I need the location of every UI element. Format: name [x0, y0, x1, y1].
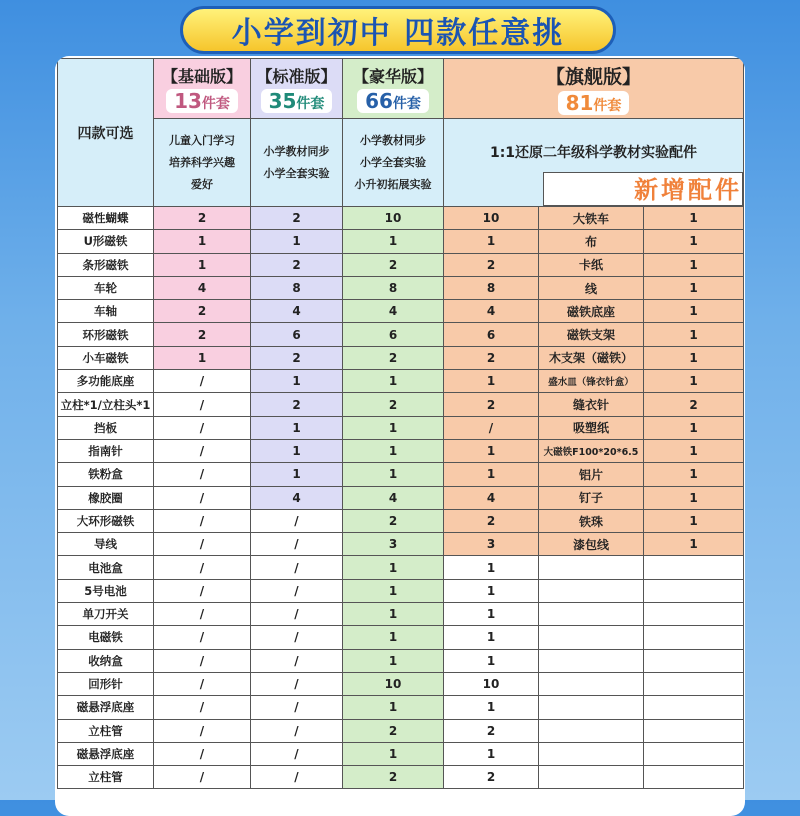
new-part-empty — [539, 742, 644, 765]
part-name: 立柱管 — [58, 766, 154, 789]
qty-flagship: 1 — [444, 463, 539, 486]
qty-basic: / — [154, 579, 251, 602]
qty-standard: / — [251, 672, 343, 695]
version-basic[interactable]: 【基础版】 13件套 — [154, 59, 251, 119]
new-part-empty — [539, 696, 644, 719]
qty-standard: 1 — [251, 370, 343, 393]
part-name: 小车磁铁 — [58, 346, 154, 369]
part-name: 立柱*1/立柱头*1 — [58, 393, 154, 416]
qty-standard: / — [251, 696, 343, 719]
part-name: 单刀开关 — [58, 603, 154, 626]
new-part-qty: 1 — [644, 276, 744, 299]
new-part-empty — [539, 719, 644, 742]
part-name: U形磁铁 — [58, 230, 154, 253]
qty-deluxe: 1 — [343, 439, 444, 462]
qty-deluxe: 2 — [343, 253, 444, 276]
qty-flagship: 4 — [444, 300, 539, 323]
new-part-name: 磁铁底座 — [539, 300, 644, 323]
new-part-qty: 1 — [644, 253, 744, 276]
new-part-qty: 1 — [644, 300, 744, 323]
new-part-name: 大铁车 — [539, 207, 644, 230]
qty-standard: / — [251, 533, 343, 556]
desc-basic: 儿童入门学习 培养科学兴趣 爱好 — [154, 119, 251, 207]
qty-standard: 2 — [251, 207, 343, 230]
qty-standard: / — [251, 509, 343, 532]
table-row — [58, 393, 744, 416]
qty-standard: 2 — [251, 253, 343, 276]
table-row — [58, 300, 744, 323]
qty-deluxe: 1 — [343, 626, 444, 649]
qty-basic: / — [154, 672, 251, 695]
qty-standard: / — [251, 649, 343, 672]
table-row — [58, 439, 744, 462]
qty-deluxe: 1 — [343, 230, 444, 253]
qty-basic: / — [154, 719, 251, 742]
new-part-empty — [539, 626, 644, 649]
qty-deluxe: 3 — [343, 533, 444, 556]
qty-basic: / — [154, 393, 251, 416]
new-part-empty — [644, 649, 744, 672]
version-flagship[interactable]: 【旗舰版】 81件套 — [444, 59, 744, 119]
qty-deluxe: 2 — [343, 766, 444, 789]
new-part-name: 铝片 — [539, 463, 644, 486]
qty-deluxe: 1 — [343, 649, 444, 672]
qty-standard: / — [251, 766, 343, 789]
qty-basic: 2 — [154, 207, 251, 230]
qty-basic: / — [154, 556, 251, 579]
new-part-name: 盛水皿（锋衣针盒） — [539, 370, 644, 393]
new-part-empty — [644, 603, 744, 626]
new-part-name: 漆包线 — [539, 533, 644, 556]
qty-deluxe: 2 — [343, 346, 444, 369]
part-name: 大环形磁铁 — [58, 509, 154, 532]
qty-flagship: 1 — [444, 439, 539, 462]
new-part-qty: 1 — [644, 416, 744, 439]
new-part-name: 布 — [539, 230, 644, 253]
table-row — [58, 253, 744, 276]
new-part-name: 木支架（磁铁） — [539, 346, 644, 369]
part-name: 橡胶圈 — [58, 486, 154, 509]
new-part-qty: 1 — [644, 533, 744, 556]
new-part-name: 卡纸 — [539, 253, 644, 276]
part-name: 导线 — [58, 533, 154, 556]
qty-basic: / — [154, 486, 251, 509]
new-part-empty — [644, 579, 744, 602]
qty-flagship: 1 — [444, 579, 539, 602]
qty-standard: / — [251, 603, 343, 626]
qty-deluxe: 8 — [343, 276, 444, 299]
part-name: 电磁铁 — [58, 626, 154, 649]
qty-basic: / — [154, 509, 251, 532]
part-name: 回形针 — [58, 672, 154, 695]
qty-basic: 1 — [154, 230, 251, 253]
table-row — [58, 463, 744, 486]
qty-flagship: 1 — [444, 742, 539, 765]
qty-standard: 1 — [251, 463, 343, 486]
new-part-qty: 1 — [644, 346, 744, 369]
table-row — [58, 486, 744, 509]
part-name: 条形磁铁 — [58, 253, 154, 276]
new-part-qty: 1 — [644, 230, 744, 253]
new-part-qty: 1 — [644, 370, 744, 393]
table-row — [58, 207, 744, 230]
qty-flagship: 1 — [444, 649, 539, 672]
part-name: 多功能底座 — [58, 370, 154, 393]
qty-flagship: 1 — [444, 230, 539, 253]
new-part-name: 吸塑纸 — [539, 416, 644, 439]
comparison-panel — [55, 56, 745, 816]
qty-standard: 8 — [251, 276, 343, 299]
qty-flagship: 1 — [444, 370, 539, 393]
new-part-empty — [539, 766, 644, 789]
new-part-empty — [539, 672, 644, 695]
new-part-empty — [539, 649, 644, 672]
qty-deluxe: 10 — [343, 672, 444, 695]
qty-standard: 4 — [251, 300, 343, 323]
table-row — [58, 416, 744, 439]
part-name: 收纳盒 — [58, 649, 154, 672]
qty-deluxe: 1 — [343, 696, 444, 719]
part-name: 环形磁铁 — [58, 323, 154, 346]
table-row — [58, 696, 744, 719]
corner-label: 四款可选 — [58, 59, 154, 207]
new-part-empty — [644, 742, 744, 765]
qty-standard: 2 — [251, 393, 343, 416]
qty-basic: / — [154, 649, 251, 672]
table-row — [58, 649, 744, 672]
table-row — [58, 742, 744, 765]
qty-deluxe: 2 — [343, 509, 444, 532]
table-row — [58, 533, 744, 556]
qty-basic: / — [154, 696, 251, 719]
qty-basic: / — [154, 533, 251, 556]
qty-flagship: 2 — [444, 393, 539, 416]
qty-flagship: 8 — [444, 276, 539, 299]
qty-deluxe: 1 — [343, 463, 444, 486]
part-name: 电池盒 — [58, 556, 154, 579]
qty-flagship: / — [444, 416, 539, 439]
new-part-empty — [539, 603, 644, 626]
qty-flagship: 4 — [444, 486, 539, 509]
qty-basic: / — [154, 766, 251, 789]
new-part-qty: 1 — [644, 509, 744, 532]
table-row — [58, 579, 744, 602]
table-row — [58, 719, 744, 742]
qty-flagship: 6 — [444, 323, 539, 346]
new-part-name: 钉子 — [539, 486, 644, 509]
qty-flagship: 1 — [444, 603, 539, 626]
new-part-qty: 1 — [644, 439, 744, 462]
qty-basic: / — [154, 370, 251, 393]
qty-basic: 2 — [154, 323, 251, 346]
qty-flagship: 10 — [444, 672, 539, 695]
new-part-qty: 2 — [644, 393, 744, 416]
new-part-qty: 1 — [644, 207, 744, 230]
qty-basic: / — [154, 463, 251, 486]
qty-standard: / — [251, 626, 343, 649]
table-row — [58, 603, 744, 626]
new-parts-header: 新增配件 — [543, 172, 743, 206]
table-row — [58, 323, 744, 346]
qty-basic: / — [154, 416, 251, 439]
comparison-table — [57, 58, 744, 789]
qty-standard: 4 — [251, 486, 343, 509]
qty-standard: 1 — [251, 439, 343, 462]
new-part-empty — [644, 766, 744, 789]
desc-flagship: 1:1还原二年级科学教材实验配件 新增配件 — [444, 119, 744, 207]
part-name: 车轴 — [58, 300, 154, 323]
part-name: 铁粉盒 — [58, 463, 154, 486]
table-row — [58, 626, 744, 649]
qty-standard: / — [251, 556, 343, 579]
qty-standard: 2 — [251, 346, 343, 369]
qty-basic: / — [154, 742, 251, 765]
part-name: 指南针 — [58, 439, 154, 462]
version-deluxe[interactable]: 【豪华版】 66件套 — [343, 59, 444, 119]
new-part-empty — [539, 579, 644, 602]
qty-deluxe: 10 — [343, 207, 444, 230]
version-standard[interactable]: 【标准版】 35件套 — [251, 59, 343, 119]
table-row — [58, 766, 744, 789]
qty-deluxe: 4 — [343, 486, 444, 509]
qty-standard: 6 — [251, 323, 343, 346]
new-part-empty — [644, 696, 744, 719]
qty-deluxe: 1 — [343, 603, 444, 626]
qty-deluxe: 6 — [343, 323, 444, 346]
new-part-empty — [644, 556, 744, 579]
qty-basic: / — [154, 603, 251, 626]
qty-basic: 1 — [154, 253, 251, 276]
table-row — [58, 509, 744, 532]
part-name: 磁性蝴蝶 — [58, 207, 154, 230]
qty-flagship: 2 — [444, 253, 539, 276]
new-part-name: 磁铁支架 — [539, 323, 644, 346]
desc-deluxe: 小学教材同步 小学全套实验 小升初拓展实验 — [343, 119, 444, 207]
qty-standard: 1 — [251, 416, 343, 439]
part-name: 车轮 — [58, 276, 154, 299]
table-row — [58, 346, 744, 369]
new-part-qty: 1 — [644, 486, 744, 509]
new-part-qty: 1 — [644, 463, 744, 486]
qty-standard: 1 — [251, 230, 343, 253]
part-name: 磁悬浮底座 — [58, 696, 154, 719]
qty-flagship: 2 — [444, 509, 539, 532]
qty-flagship: 2 — [444, 719, 539, 742]
new-part-empty — [539, 556, 644, 579]
qty-deluxe: 2 — [343, 719, 444, 742]
qty-deluxe: 4 — [343, 300, 444, 323]
qty-flagship: 2 — [444, 346, 539, 369]
part-name: 挡板 — [58, 416, 154, 439]
desc-standard: 小学教材同步 小学全套实验 — [251, 119, 343, 207]
new-part-qty: 1 — [644, 323, 744, 346]
title-banner: 小学到初中 四款任意挑 — [180, 6, 616, 54]
table-row — [58, 556, 744, 579]
new-part-empty — [644, 626, 744, 649]
table-row — [58, 672, 744, 695]
new-part-empty — [644, 672, 744, 695]
new-part-name: 大磁铁F100*20*6.5 — [539, 439, 644, 462]
new-part-name: 铁珠 — [539, 509, 644, 532]
new-part-empty — [644, 719, 744, 742]
qty-deluxe: 1 — [343, 579, 444, 602]
qty-flagship: 1 — [444, 626, 539, 649]
qty-standard: / — [251, 719, 343, 742]
qty-deluxe: 1 — [343, 416, 444, 439]
qty-flagship: 1 — [444, 696, 539, 719]
qty-flagship: 2 — [444, 766, 539, 789]
qty-deluxe: 1 — [343, 742, 444, 765]
part-name: 5号电池 — [58, 579, 154, 602]
qty-basic: 4 — [154, 276, 251, 299]
new-part-name: 缝衣针 — [539, 393, 644, 416]
qty-deluxe: 1 — [343, 370, 444, 393]
qty-basic: 2 — [154, 300, 251, 323]
new-part-name: 线 — [539, 276, 644, 299]
table-row — [58, 370, 744, 393]
qty-standard: / — [251, 742, 343, 765]
qty-flagship: 3 — [444, 533, 539, 556]
part-name: 磁悬浮底座 — [58, 742, 154, 765]
qty-standard: / — [251, 579, 343, 602]
qty-deluxe: 1 — [343, 556, 444, 579]
qty-flagship: 10 — [444, 207, 539, 230]
qty-basic: / — [154, 439, 251, 462]
qty-basic: 1 — [154, 346, 251, 369]
qty-basic: / — [154, 626, 251, 649]
qty-deluxe: 2 — [343, 393, 444, 416]
qty-flagship: 1 — [444, 556, 539, 579]
part-name: 立柱管 — [58, 719, 154, 742]
table-row — [58, 276, 744, 299]
table-row — [58, 230, 744, 253]
